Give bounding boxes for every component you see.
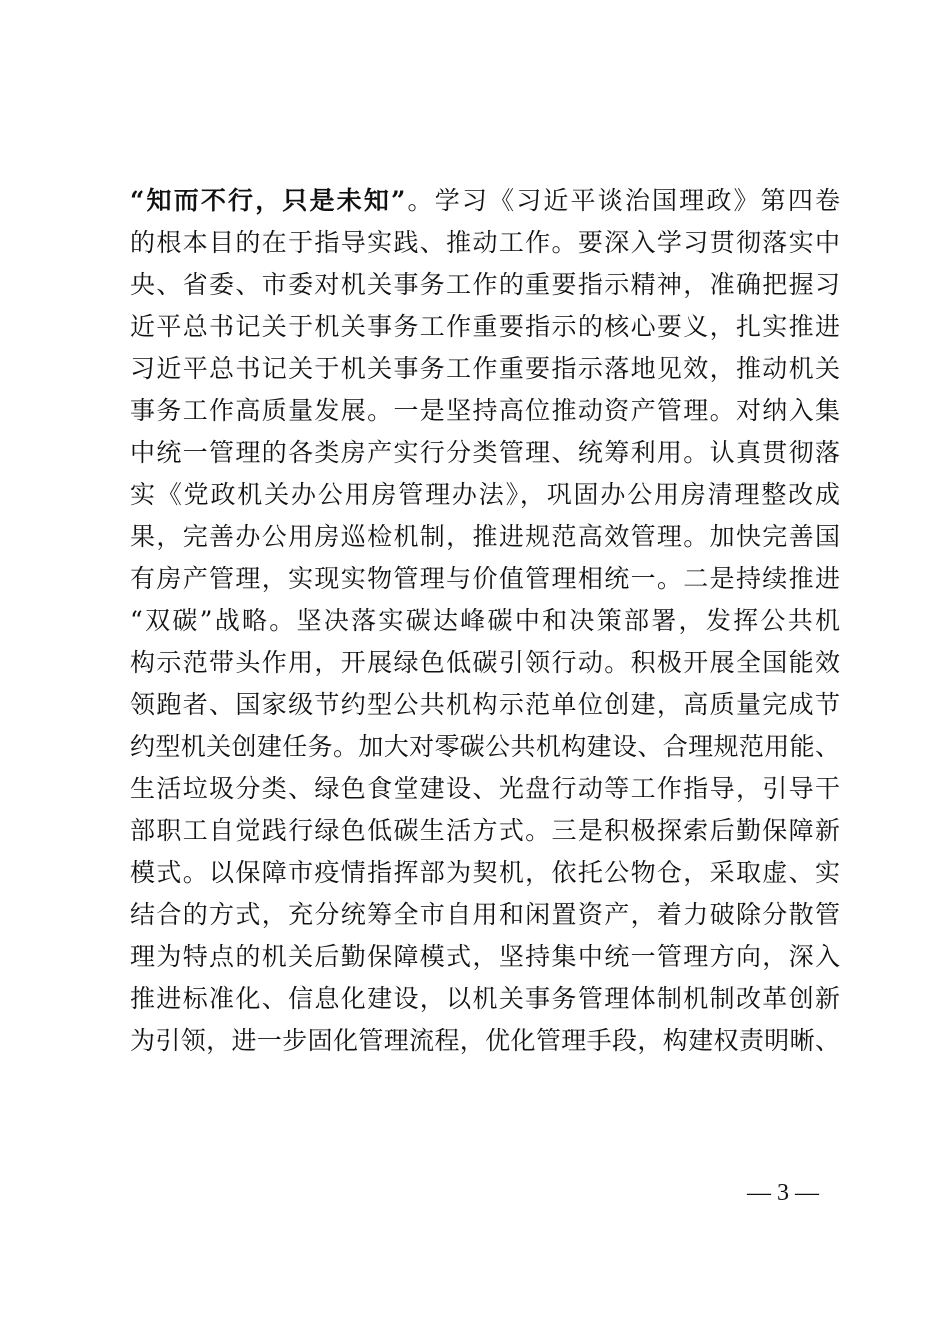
text-line-15: 生活垃圾分类、绿色食堂建设、光盘行动等工作指导，引导干 <box>130 774 840 803</box>
text-line-6: 事务工作高质量发展。一是坚持高位推动资产管理。对纳入集 <box>130 396 840 425</box>
text-line-7: 中统一管理的各类房产实行分类管理、统筹利用。认真贯彻落 <box>130 438 840 467</box>
body-text <box>130 180 840 1062</box>
text-line-5: 习近平总书记关于机关事务工作重要指示落地见效，推动机关 <box>130 354 840 383</box>
text-line-10: 有房产管理，实现实物管理与价值管理相统一。二是持续推进 <box>130 564 840 593</box>
text-line-14: 约型机关创建任务。加大对零碳公共机构建设、合理规范用能、 <box>130 732 840 761</box>
text-line-1 <box>130 180 840 222</box>
lead-quote: “知而不行，只是未知” <box>130 186 406 215</box>
text-line-3: 央、省委、市委对机关事务工作的重要指示精神，准确把握习 <box>130 270 840 299</box>
text-line-9: 果，完善办公用房巡检机制，推进规范高效管理。加快完善国 <box>130 522 840 551</box>
text-line-4: 近平总书记关于机关事务工作重要指示的核心要义，扎实推进 <box>130 312 840 341</box>
text-line-12: 构示范带头作用，开展绿色低碳引领行动。积极开展全国能效 <box>130 648 840 677</box>
text-line-2: 的根本目的在于指导实践、推动工作。要深入学习贯彻落实中 <box>130 228 840 257</box>
text-line-1-rest: 。学习《习近平谈治国理政》第四卷 <box>405 186 840 215</box>
text-line-19: 理为特点的机关后勤保障模式，坚持集中统一管理方向，深入 <box>130 942 840 971</box>
text-line-18: 结合的方式，充分统筹全市自用和闲置资产，着力破除分散管 <box>130 900 840 929</box>
text-line-20: 推进标准化、信息化建设，以机关事务管理体制机制改革创新 <box>130 984 840 1013</box>
page-number: — 3 — <box>747 1180 819 1206</box>
text-line-13: 领跑者、国家级节约型公共机构示范单位创建，高质量完成节 <box>130 690 840 719</box>
text-line-17: 模式。以保障市疫情指挥部为契机，依托公物仓，采取虚、实 <box>130 858 840 887</box>
text-line-21: 为引领，进一步固化管理流程，优化管理手段，构建权责明晰、 <box>130 1026 840 1055</box>
text-line-16: 部职工自觉践行绿色低碳生活方式。三是积极探索后勤保障新 <box>130 816 840 845</box>
text-line-8: 实《党政机关办公用房管理办法》，巩固办公用房清理整改成 <box>130 480 840 509</box>
text-line-11: “双碳”战略。坚决落实碳达峰碳中和决策部署，发挥公共机 <box>130 606 840 635</box>
